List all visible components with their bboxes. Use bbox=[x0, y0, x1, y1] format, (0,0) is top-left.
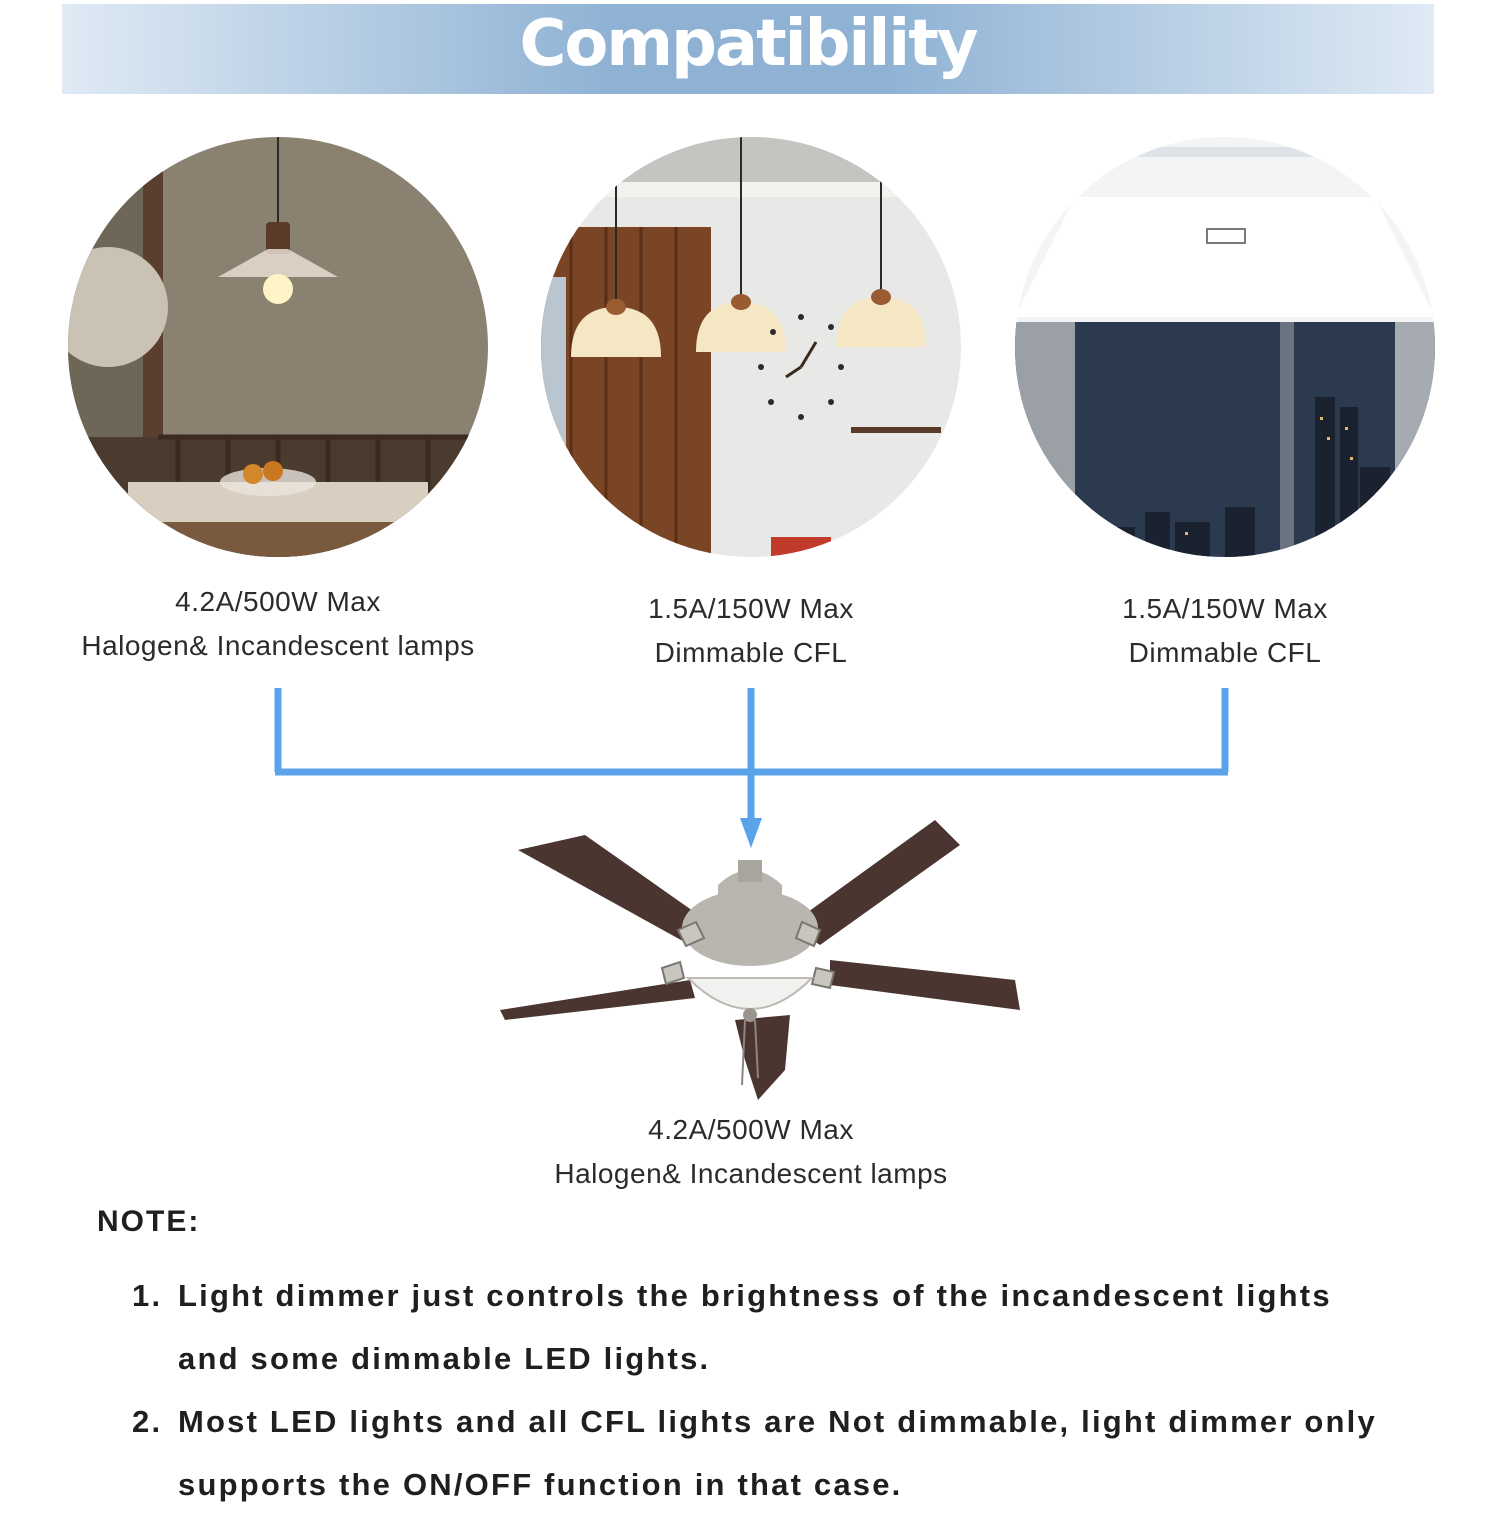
scene-2-rating: 1.5A/150W Max bbox=[648, 593, 854, 624]
ceiling-fan-image bbox=[490, 810, 1030, 1115]
scene-1-rating: 4.2A/500W Max bbox=[175, 586, 381, 617]
note-title: NOTE: bbox=[97, 1205, 201, 1238]
scene-1-lamp-type: Halogen& Incandescent lamps bbox=[81, 630, 475, 661]
note-text: Most LED lights and all CFL lights are Not dimmable, light dimmer only supports the ON/OFF function in that case. bbox=[178, 1404, 1377, 1502]
note-number: 2. bbox=[132, 1404, 163, 1439]
page-title: Compatibility bbox=[519, 7, 977, 81]
fan-rating: 4.2A/500W Max bbox=[648, 1114, 854, 1145]
scene-3-rating: 1.5A/150W Max bbox=[1122, 593, 1328, 624]
fan-caption bbox=[500, 1108, 1002, 1196]
note-number: 1. bbox=[132, 1278, 163, 1313]
fan-lamp-type: Halogen& Incandescent lamps bbox=[554, 1158, 948, 1189]
note-text: Light dimmer just controls the brightness of the incandescent lights and some dimmable LED lights. bbox=[178, 1278, 1332, 1376]
note-item bbox=[132, 1264, 1382, 1390]
note-list bbox=[132, 1264, 1382, 1516]
scene-3-lamp-type: Dimmable CFL bbox=[1128, 637, 1322, 668]
note-item bbox=[132, 1390, 1382, 1516]
scene-2-lamp-type: Dimmable CFL bbox=[654, 637, 848, 668]
